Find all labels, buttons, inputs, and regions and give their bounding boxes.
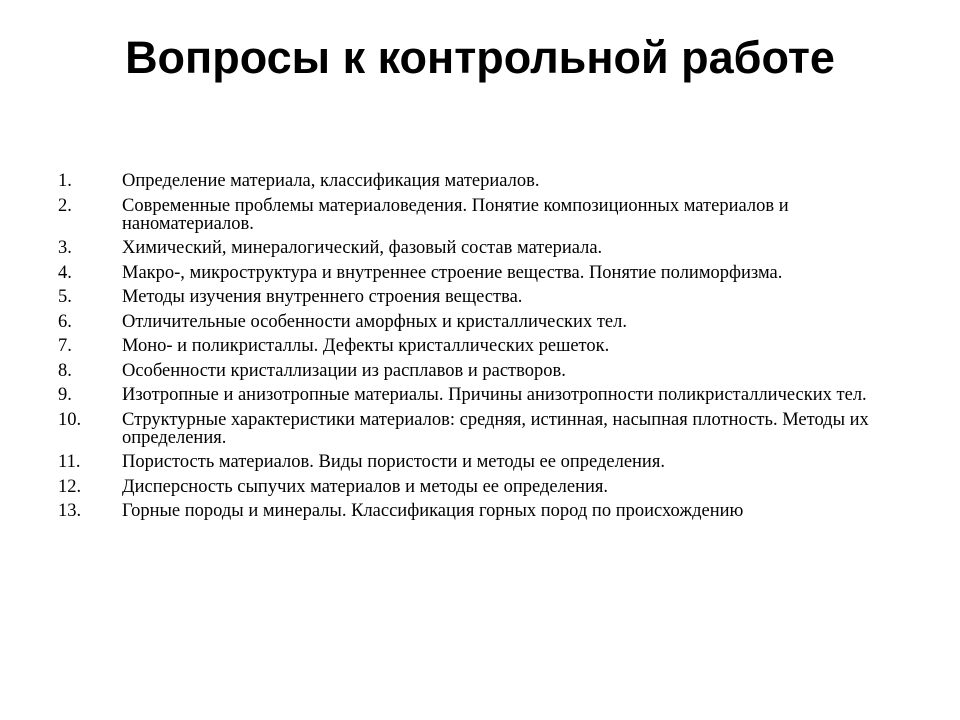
- question-item: [58, 288, 908, 306]
- question-number: 2.: [58, 195, 72, 216]
- question-text: Определение материала, классификация материалов.: [122, 171, 540, 191]
- question-text: Методы изучения внутреннего строения вещества.: [122, 287, 523, 307]
- question-text: Макро-, микроструктура и внутреннее строение вещества. Понятие полиморфизма.: [122, 262, 783, 283]
- question-number: 7.: [58, 336, 72, 356]
- question-number: 13.: [58, 501, 82, 521]
- question-text: Пористость материалов. Виды пористости и методы ее определения.: [122, 452, 665, 472]
- question-item: [58, 386, 908, 404]
- question-item: [58, 411, 908, 447]
- question-number: 1.: [58, 171, 72, 191]
- question-text: Изотропные и анизотропные материалы. Причины анизотропности поликристаллических тел.: [122, 385, 867, 405]
- question-text: Моно- и поликристаллы. Дефекты кристаллических решеток.: [122, 336, 610, 356]
- question-item: [58, 502, 908, 520]
- question-text: Современные проблемы материаловедения. Понятие композиционных материалов и наноматериалов.: [122, 195, 789, 234]
- question-number: 9.: [58, 385, 72, 405]
- question-item: [58, 239, 908, 257]
- question-text: Дисперсность сыпучих материалов и методы ее определения.: [122, 476, 609, 497]
- question-number: 10.: [58, 409, 82, 430]
- question-number: 8.: [58, 360, 72, 381]
- question-number: 6.: [58, 311, 72, 332]
- question-list: [58, 172, 908, 527]
- question-number: 5.: [58, 287, 72, 307]
- question-text: Особенности кристаллизации из расплавов и растворов.: [122, 360, 566, 381]
- question-item: [58, 197, 908, 233]
- question-text: Структурные характеристики материалов: средняя, истинная, насыпная плотность. Методы их определения.: [122, 409, 869, 448]
- question-text: Горные породы и минералы. Классификация горных пород по происхождению: [122, 501, 744, 521]
- question-text: Отличительные особенности аморфных и кристаллических тел.: [122, 311, 627, 332]
- question-text: Химический, минералогический, фазовый состав материала.: [122, 238, 603, 258]
- question-item: [58, 313, 908, 331]
- question-number: 3.: [58, 238, 72, 258]
- question-item: [58, 362, 908, 380]
- question-item: [58, 264, 908, 282]
- question-number: 4.: [58, 262, 72, 283]
- question-item: [58, 453, 908, 471]
- question-item: [58, 337, 908, 355]
- slide-title: Вопросы к контрольной работе: [125, 32, 835, 83]
- question-number: 12.: [58, 476, 82, 497]
- question-number: 11.: [58, 452, 81, 472]
- question-item: [58, 172, 908, 190]
- question-item: [58, 478, 908, 496]
